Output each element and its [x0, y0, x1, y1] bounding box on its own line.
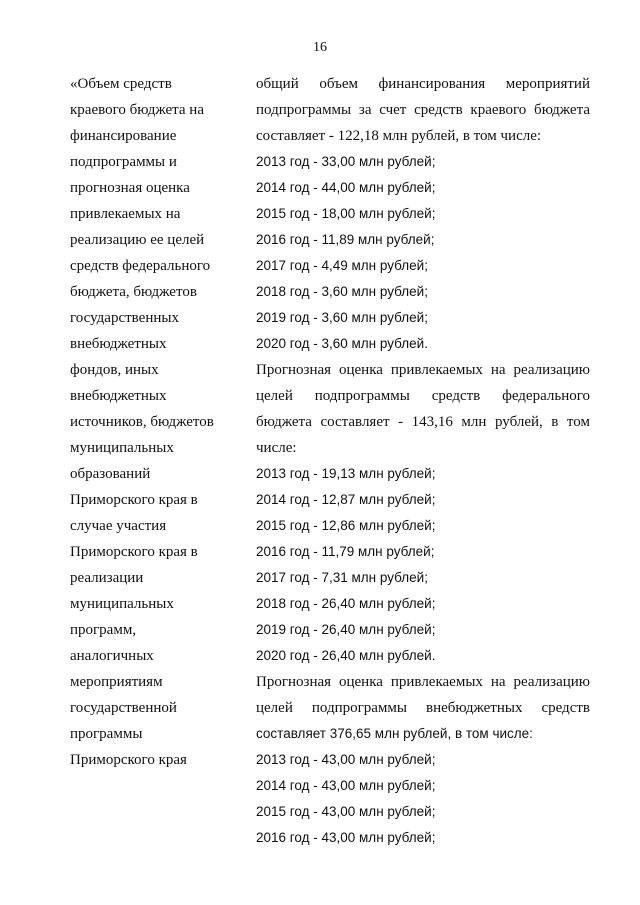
left-text-line: подпрограммы и [70, 154, 177, 170]
left-text-line: фондов, иных [70, 362, 159, 378]
page-number: 16 [313, 40, 327, 55]
right-column-content [256, 76, 590, 856]
right-text-line: 2014 год - 43,00 млн рублей; [256, 778, 436, 793]
left-column-label [70, 76, 240, 778]
right-text-line: 2017 год - 7,31 млн рублей; [256, 570, 428, 585]
right-text-line: целей подпрограммы средств федерального [256, 388, 590, 404]
right-text-line: 2020 год - 3,60 млн рублей. [256, 336, 428, 351]
right-text-line: 2019 год - 26,40 млн рублей; [256, 622, 436, 637]
right-text-line: целей подпрограммы внебюджетных средств [256, 700, 590, 716]
right-text-line: 2018 год - 3,60 млн рублей; [256, 284, 428, 299]
right-text-line: 2019 год - 3,60 млн рублей; [256, 310, 428, 325]
right-text-line: 2020 год - 26,40 млн рублей. [256, 648, 436, 663]
left-text-line: Приморского края [70, 752, 187, 768]
left-text-line: реализации [70, 570, 144, 586]
left-text-line: государственных [70, 310, 179, 326]
left-text-line: аналогичных [70, 648, 154, 664]
right-text-line: Прогнозная оценка привлекаемых на реализацию [256, 674, 590, 690]
right-text-line: составляет 376,65 млн рублей, в том числе: [256, 726, 533, 741]
left-text-line: Приморского края в [70, 544, 198, 560]
right-text-line: числе: [256, 440, 297, 456]
right-text-line: составляет - 122,18 млн рублей, в том числе: [256, 128, 542, 144]
left-text-line: случае участия [70, 518, 167, 534]
right-text-line: 2016 год - 11,89 млн рублей; [256, 232, 435, 247]
right-text-line: Прогнозная оценка привлекаемых на реализацию [256, 362, 590, 378]
left-text-line: источников, бюджетов [70, 414, 214, 430]
left-text-line: финансирование [70, 128, 177, 144]
left-text-line: средств федерального [70, 258, 211, 274]
right-text-line: бюджета составляет - 143,16 млн рублей, в том [256, 414, 590, 430]
left-text-line: государственной [70, 700, 177, 716]
right-text-line: 2014 год - 44,00 млн рублей; [256, 180, 436, 195]
right-text-line: общий объем финансирования мероприятий [256, 76, 590, 92]
right-text-line: 2015 год - 43,00 млн рублей; [256, 804, 436, 819]
left-text-line: прогнозная оценка [70, 180, 190, 196]
left-text-line: реализацию ее целей [70, 232, 205, 248]
left-text-line: привлекаемых на [70, 206, 181, 222]
left-text-line: внебюджетных [70, 388, 167, 404]
right-text-line: 2018 год - 26,40 млн рублей; [256, 596, 436, 611]
left-text-line: краевого бюджета на [70, 102, 204, 118]
left-text-line: внебюджетных [70, 336, 167, 352]
left-text-line: образований [70, 466, 151, 482]
right-text-line: 2015 год - 12,86 млн рублей; [256, 518, 436, 533]
left-text-line: Приморского края в [70, 492, 198, 508]
right-text-line: 2016 год - 43,00 млн рублей; [256, 830, 436, 845]
left-text-line: «Объем средств [70, 76, 172, 92]
right-text-line: 2013 год - 19,13 млн рублей; [256, 466, 436, 481]
right-text-line: 2016 год - 11,79 млн рублей; [256, 544, 435, 559]
right-text-line: 2017 год - 4,49 млн рублей; [256, 258, 428, 273]
left-text-line: программы [70, 726, 143, 742]
right-text-line: подпрограммы за счет средств краевого бюджета [256, 102, 590, 118]
left-text-line: муниципальных [70, 440, 174, 456]
right-text-line: 2013 год - 43,00 млн рублей; [256, 752, 436, 767]
left-text-line: муниципальных [70, 596, 174, 612]
right-text-line: 2013 год - 33,00 млн рублей; [256, 154, 436, 169]
left-text-line: программ, [70, 622, 137, 638]
left-text-line: мероприятиям [70, 674, 163, 690]
right-text-line: 2014 год - 12,87 млн рублей; [256, 492, 436, 507]
left-text-line: бюджета, бюджетов [70, 284, 197, 300]
right-text-line: 2015 год - 18,00 млн рублей; [256, 206, 436, 221]
